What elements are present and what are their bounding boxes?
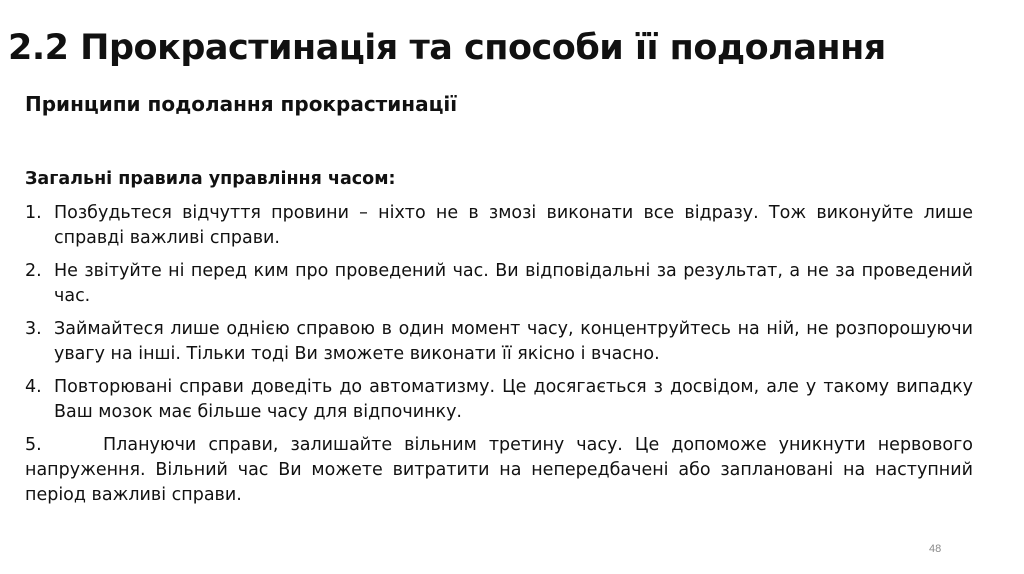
rule-number: 1. — [25, 203, 42, 223]
slide-subtitle: Принципи подолання прокрастинації — [25, 92, 458, 116]
rule-item-3 — [25, 317, 973, 367]
rule-item-2 — [25, 259, 973, 309]
rule-number: 4. — [25, 377, 42, 397]
rules-list — [25, 201, 973, 516]
rule-text: Позбудьтеся відчуття провини – ніхто не в змозі виконати все відразу. Тож виконуйте лише справді важливі справи. — [54, 203, 973, 248]
rule-text: Займайтеся лише однією справою в один момент часу, концентруйтесь на ній, не розпорошуючи увагу на інші. Тільки тоді Ви зможете виконати її якісно і вчасно. — [54, 319, 973, 364]
rule-text: Плануючи справи, залишайте вільним третину часу. Це допоможе уникнути нервового напруження. Вільний час Ви можете витратити на непередбачені або заплановані на наступний період важливі справи. — [25, 435, 973, 505]
rule-number: 3. — [25, 319, 42, 339]
rule-number: 2. — [25, 261, 42, 281]
rule-item-4 — [25, 375, 973, 425]
rule-item-5 — [25, 433, 973, 508]
rules-heading: Загальні правила управління часом: — [25, 169, 396, 189]
page-number: 48 — [929, 543, 942, 555]
rule-text: Не звітуйте ні перед ким про проведений час. Ви відповідальні за результат, а не за проведений час. — [54, 261, 973, 306]
rule-item-1 — [25, 201, 973, 251]
slide-title: 2.2 Прокрастинація та способи її подолання — [8, 28, 886, 68]
rule-number: 5. — [25, 435, 42, 455]
rule-text: Повторювані справи доведіть до автоматизму. Це досягається з досвідом, але у такому випадку Ваш мозок має більше часу для відпочинку. — [54, 377, 973, 422]
